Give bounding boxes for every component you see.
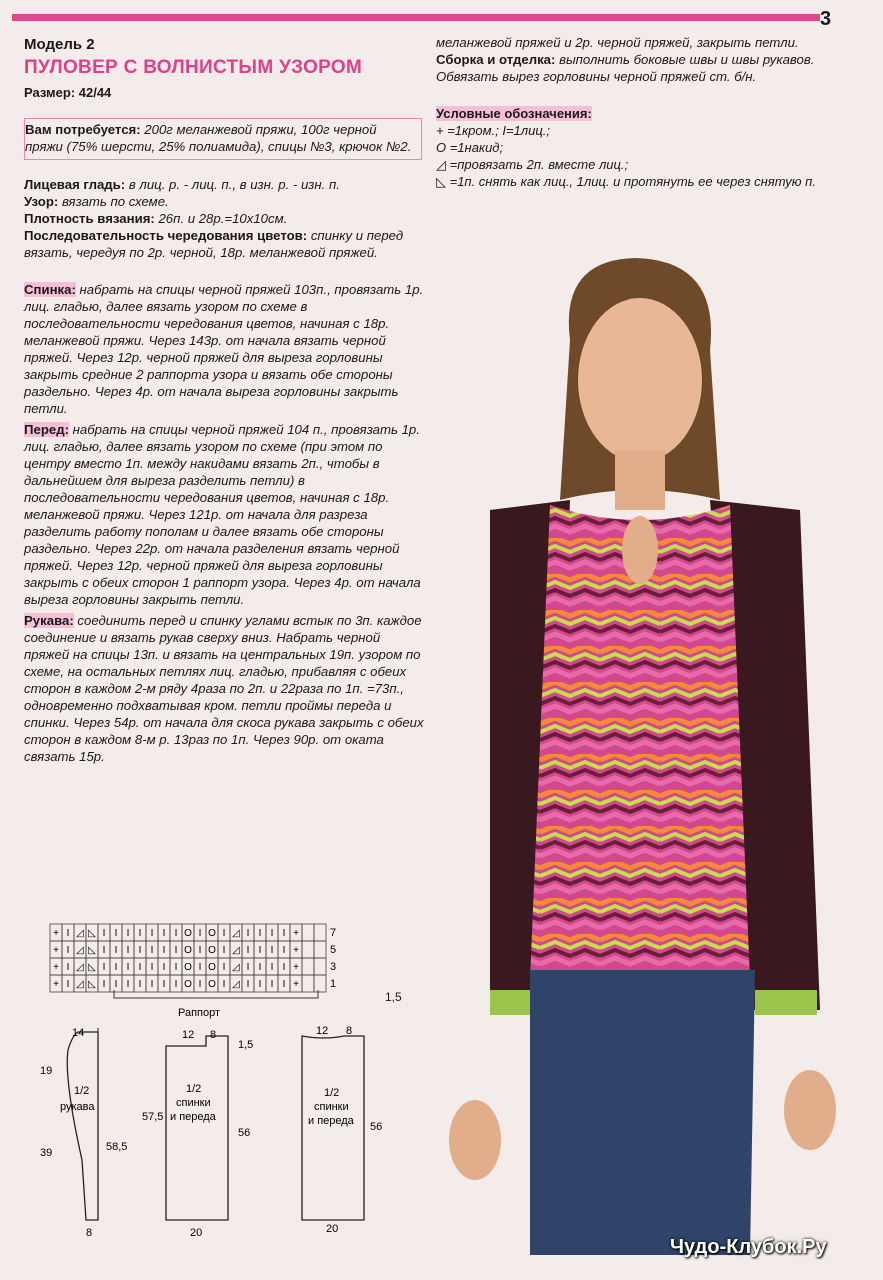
back-label: Спинка:	[24, 282, 76, 297]
chart-symbol: I	[270, 945, 274, 956]
sleeve-side-top: 19	[40, 1065, 53, 1077]
chart-symbol: I	[246, 962, 250, 973]
chart-symbol: I	[126, 928, 130, 939]
model-label: Модель 2	[24, 36, 95, 53]
chart-symbol: ◿	[232, 945, 240, 956]
front-schematic	[302, 1025, 382, 1235]
chart-symbol: I	[246, 928, 250, 939]
chart-symbol: I	[282, 979, 286, 990]
chart-symbol: I	[174, 979, 178, 990]
legend	[436, 105, 846, 190]
chart-cell	[302, 975, 314, 992]
chart-symbol: I	[222, 945, 226, 956]
pattern-line	[24, 193, 424, 210]
chart-symbol: I	[114, 928, 118, 939]
rapport-bracket	[114, 990, 318, 998]
materials-text: 200г меланжевой пряжи, 100г черной пряжи (75% шерсти, 25% полиамида), спицы №3, крючок №2.	[25, 122, 412, 154]
chart-symbol: +	[293, 945, 299, 956]
legend-item: ◺ =1п. снять как лиц., 1лиц. и протянуть ее через снятую п.	[436, 174, 816, 189]
legend-item: + =1кром.; I=1лиц.;	[436, 123, 551, 138]
front-label: и переда	[308, 1115, 354, 1127]
chart-symbol: I	[258, 945, 262, 956]
chart-symbol: ◺	[88, 945, 96, 956]
chart-cell	[302, 958, 314, 975]
chart-symbol: I	[198, 945, 202, 956]
chart-symbol: I	[150, 962, 154, 973]
sleeves-label: Рукава:	[24, 613, 74, 628]
chart-symbol: O	[208, 928, 216, 939]
stockinette-text: в лиц. р. - лиц. п., в изн. р. - изн. п.	[125, 177, 340, 192]
rapport-label: Раппорт	[178, 1007, 221, 1019]
sleeve-label: рукава	[60, 1101, 95, 1113]
watermark: Чудо-Клубок.Ру	[670, 1236, 827, 1258]
right-column	[436, 34, 846, 190]
top-rule	[12, 14, 820, 21]
chart-cell	[314, 924, 326, 941]
sleeves-text: соединить перед и спинку углами встык по 3п. каждое соединение и вязать рукав сверху вниз. Набрать черной пряжей на спицы 13п. и вязать на центральных 19п. узором по схеме, на остальных петлях лиц. гладью, прибавляя с обеих сторон в каждом 2-м ряду 4раза по 2п. и 22раза по 1п. =73п., одновременно подхватывая кром. петли проймы переда и спинки. Через 54р. от начала для скоса рукава закрыть с обеих сторон в каждом 8-м р. 13раз по 1п. Через 90р. от оката связать 15р.	[24, 613, 424, 764]
sleeve-bottom: 8	[86, 1227, 93, 1239]
chart-symbol: I	[282, 928, 286, 939]
chart-grid	[50, 924, 326, 992]
chart-symbol: I	[102, 928, 106, 939]
chart-symbol: +	[53, 928, 59, 939]
sleeve-side-bottom: 39	[40, 1147, 53, 1159]
chart-symbol: I	[102, 962, 106, 973]
chart-symbol: I	[270, 979, 274, 990]
stripes-line	[24, 227, 424, 261]
chart-symbol: I	[270, 962, 274, 973]
chart-symbol: I	[150, 945, 154, 956]
chart-cell	[314, 941, 326, 958]
front-label: 1/2	[324, 1087, 340, 1099]
chart-symbol: ◿	[76, 979, 84, 990]
chart-symbol: I	[66, 928, 70, 939]
chart-symbol: I	[66, 945, 70, 956]
chart-symbol: O	[184, 945, 192, 956]
sleeve-label: 1/2	[74, 1085, 90, 1097]
row-label: 5	[330, 944, 337, 956]
chart-symbol: I	[138, 979, 142, 990]
front-top-b: 8	[346, 1025, 353, 1037]
chart-symbol: ◿	[232, 928, 240, 939]
stockinette-label: Лицевая гладь:	[24, 177, 126, 192]
chart-symbol: I	[138, 928, 142, 939]
chart-symbol: I	[198, 962, 202, 973]
chart-symbol: I	[174, 962, 178, 973]
chart-symbol: I	[102, 945, 106, 956]
sleeve-top: 14	[72, 1027, 85, 1039]
chart-symbol: I	[222, 979, 226, 990]
chart-symbol: +	[53, 945, 59, 956]
stripes-label: Последовательность чередования цветов:	[24, 228, 308, 243]
chart-symbol: ◿	[232, 962, 240, 973]
stripes-text: спинку и перед вязать, чередуя по 2р. черной, 18р. меланжевой пряжей.	[24, 228, 404, 260]
density-label: Плотность вязания:	[24, 211, 155, 226]
back-right-top: 1,5	[238, 1039, 254, 1051]
chart-symbol: +	[293, 979, 299, 990]
chart-cell	[314, 958, 326, 975]
back-label: 1/2	[186, 1083, 202, 1095]
sleeves-section	[24, 612, 424, 765]
back-top-a: 12	[182, 1029, 195, 1041]
chart-symbol: I	[222, 962, 226, 973]
chart-symbol: I	[138, 962, 142, 973]
legend-item: ◿ =провязать 2п. вместе лиц.;	[436, 157, 629, 172]
front-bottom: 20	[326, 1223, 339, 1235]
front-section	[24, 421, 424, 608]
chart-symbol: I	[246, 945, 250, 956]
legend-title	[436, 105, 846, 122]
model-photo-svg	[420, 250, 860, 1255]
chart-symbol: +	[53, 979, 59, 990]
assembly-text: выполнить боковые швы и швы рукавов. Обвязать вырез горловины черной пряжей ст. б/н.	[436, 52, 815, 84]
chart-symbol: I	[102, 979, 106, 990]
chart-symbol: I	[162, 962, 166, 973]
front-label: спинки	[314, 1101, 349, 1113]
chart-symbol: I	[114, 945, 118, 956]
front-top-a: 12	[316, 1025, 329, 1037]
chart-symbol: I	[126, 962, 130, 973]
chart-symbol: I	[150, 928, 154, 939]
back-right: 56	[238, 1127, 251, 1139]
page-number: 3	[820, 8, 832, 30]
chart-cell	[314, 975, 326, 992]
assembly-label: Сборка и отделка:	[436, 52, 556, 67]
left-column	[24, 36, 424, 765]
chart-symbol: O	[184, 928, 192, 939]
chart-symbol: O	[208, 979, 216, 990]
chart-symbol: I	[162, 945, 166, 956]
back-label: и переда	[170, 1111, 216, 1123]
assembly-line	[436, 51, 846, 85]
row-label: 7	[330, 927, 337, 939]
legend-item: O =1накид;	[436, 140, 504, 155]
sleeve-height: 58,5	[106, 1141, 128, 1153]
chart-symbol: I	[66, 962, 70, 973]
chart-symbol: I	[198, 979, 202, 990]
chart-symbol: O	[184, 979, 192, 990]
back-section	[24, 281, 424, 417]
back-bottom: 20	[190, 1227, 203, 1239]
chart-symbol: O	[208, 945, 216, 956]
row-label: 1	[330, 978, 337, 990]
back-left: 57,5	[142, 1111, 164, 1123]
chart-symbol: +	[293, 962, 299, 973]
chart-symbol: ◺	[88, 928, 96, 939]
chart-symbol: I	[282, 945, 286, 956]
back-top-b: 8	[210, 1029, 217, 1041]
chart-symbol: ◿	[232, 979, 240, 990]
chart-symbol: +	[53, 962, 59, 973]
chart-symbol: I	[126, 979, 130, 990]
back-label: спинки	[176, 1097, 211, 1109]
chart-symbol: I	[246, 979, 250, 990]
chart-symbol: O	[184, 962, 192, 973]
chart-symbol: I	[258, 979, 262, 990]
chart-symbol: I	[174, 945, 178, 956]
chart-symbol: I	[258, 928, 262, 939]
pattern-schematics	[24, 1010, 424, 1250]
size-line: Размер: 42/44	[24, 85, 112, 100]
chart-symbol: I	[282, 962, 286, 973]
chart-cell	[302, 924, 314, 941]
chart-symbol: I	[114, 979, 118, 990]
chart-symbol: I	[198, 928, 202, 939]
chart-symbol: ◿	[76, 928, 84, 939]
chart-symbol: I	[174, 928, 178, 939]
chart-symbol: I	[162, 979, 166, 990]
pattern-label: Узор:	[24, 194, 59, 209]
chart-symbol: I	[126, 945, 130, 956]
materials-box	[24, 118, 422, 160]
back-schematic	[142, 1029, 253, 1239]
chart-symbol: ◺	[88, 962, 96, 973]
chart-cell	[302, 941, 314, 958]
front-text: набрать на спицы черной пряжей 104 п., провязать 1р. лиц. гладью, далее вязать узором по схеме (при этом по центру вместо 1п. между накидами вязать 2п., чтобы в дальнейшем для выреза разделить петли) в последовательности чередования цветов, начиная с 18р. меланжевой пряжи. Через 121р. от начала для разреза разделить работу пополам и далее вязать обе стороны раздельно. Через 22р. от начала разделения вязать черной пряжей. Через 12р. черной пряжей для выреза горловины закрыть с обеих сторон 1 раппорт узора. Через 4р. от начала выреза горловины закрыть петли.	[24, 422, 421, 607]
front-right: 56	[370, 1121, 383, 1133]
row-label: 3	[330, 961, 337, 973]
density-text: 26п. и 28р.=10х10см.	[154, 211, 288, 226]
chart-symbol: I	[114, 962, 118, 973]
pattern-text: вязать по схеме.	[58, 194, 169, 209]
chart-symbol: I	[222, 928, 226, 939]
continuation-text: меланжевой пряжей и 2р. черной пряжей, закрыть петли.	[436, 35, 799, 50]
back-text: набрать на спицы черной пряжей 103п., провязать 1р. лиц. гладью, далее вязать узором по схеме в последовательности чередования цветов, начиная с 18р. меланжевой пряжи. Через 143р. от начала вязать черной пряжей. Через 12р. черной пряжей для выреза горловины закрыть средние 2 раппорта узора и вязать обе стороны раздельно. Через 4р. от начала выреза горловины закрыть петли.	[24, 282, 424, 416]
model-photo	[420, 250, 860, 1255]
chart-symbol: I	[162, 928, 166, 939]
density-line	[24, 210, 424, 227]
stockinette-line	[24, 176, 424, 193]
chart-symbol: O	[208, 962, 216, 973]
legend-title-text: Условные обозначения:	[436, 106, 592, 121]
chart-symbol: I	[138, 945, 142, 956]
chart-symbol: ◿	[76, 962, 84, 973]
stray-dimension: 1,5	[385, 990, 402, 1004]
chart-symbol: I	[66, 979, 70, 990]
chart-symbol: I	[270, 928, 274, 939]
chart-symbol: I	[258, 962, 262, 973]
chart-symbol: +	[293, 928, 299, 939]
chart-symbol: ◿	[76, 945, 84, 956]
chart-symbol: ◺	[88, 979, 96, 990]
chart-symbol: I	[150, 979, 154, 990]
page-title: ПУЛОВЕР С ВОЛНИСТЫМ УЗОРОМ	[24, 57, 363, 78]
materials-label: Вам потребуется:	[25, 122, 141, 137]
sleeve-schematic	[40, 1027, 127, 1239]
front-label: Перед:	[24, 422, 69, 437]
